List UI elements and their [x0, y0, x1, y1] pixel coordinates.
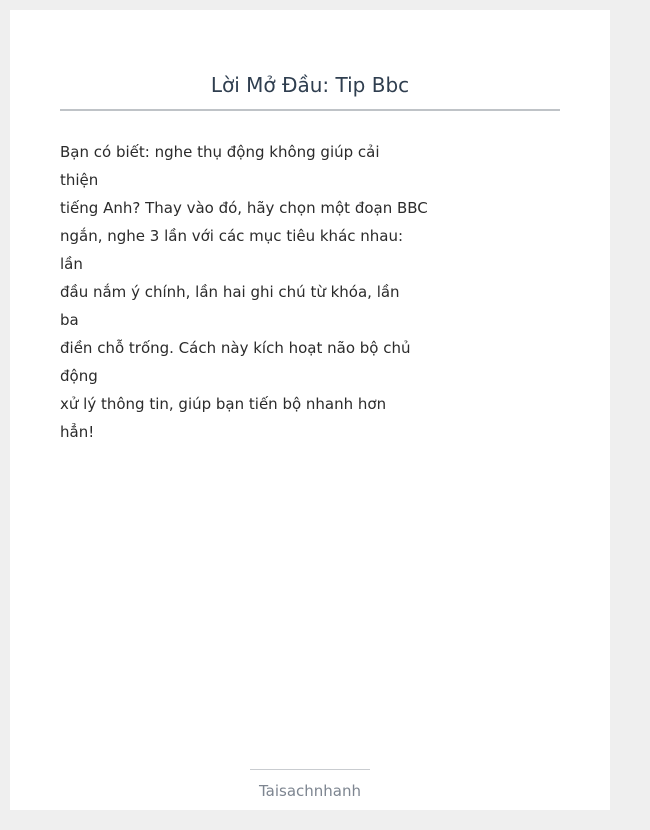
body-line: thiện [60, 171, 99, 189]
body-line: động [60, 367, 98, 385]
document-page [10, 10, 610, 810]
body-line: Bạn có biết: nghe thụ động không giúp cải [60, 143, 380, 161]
footer-divider [250, 769, 370, 770]
body-line: ba [60, 311, 79, 329]
body-line: đầu nắm ý chính, lần hai ghi chú từ khóa, lần [60, 283, 400, 301]
body-line: ngắn, nghe 3 lần với các mục tiêu khác nhau: [60, 227, 404, 245]
body-line: hẳn! [60, 423, 95, 441]
body-line: điền chỗ trống. Cách này kích hoạt não bộ chủ [60, 339, 411, 357]
page-title: Lời Mở Đầu: Tip Bbc [210, 73, 410, 97]
body-paragraph [60, 138, 428, 446]
footer-brand: Taisachnhanh [258, 782, 362, 800]
title-divider [60, 109, 560, 111]
body-line: xử lý thông tin, giúp bạn tiến bộ nhanh hơn [60, 395, 387, 413]
body-line: lần [60, 255, 83, 273]
body-line: tiếng Anh? Thay vào đó, hãy chọn một đoạn BBC [60, 199, 428, 217]
